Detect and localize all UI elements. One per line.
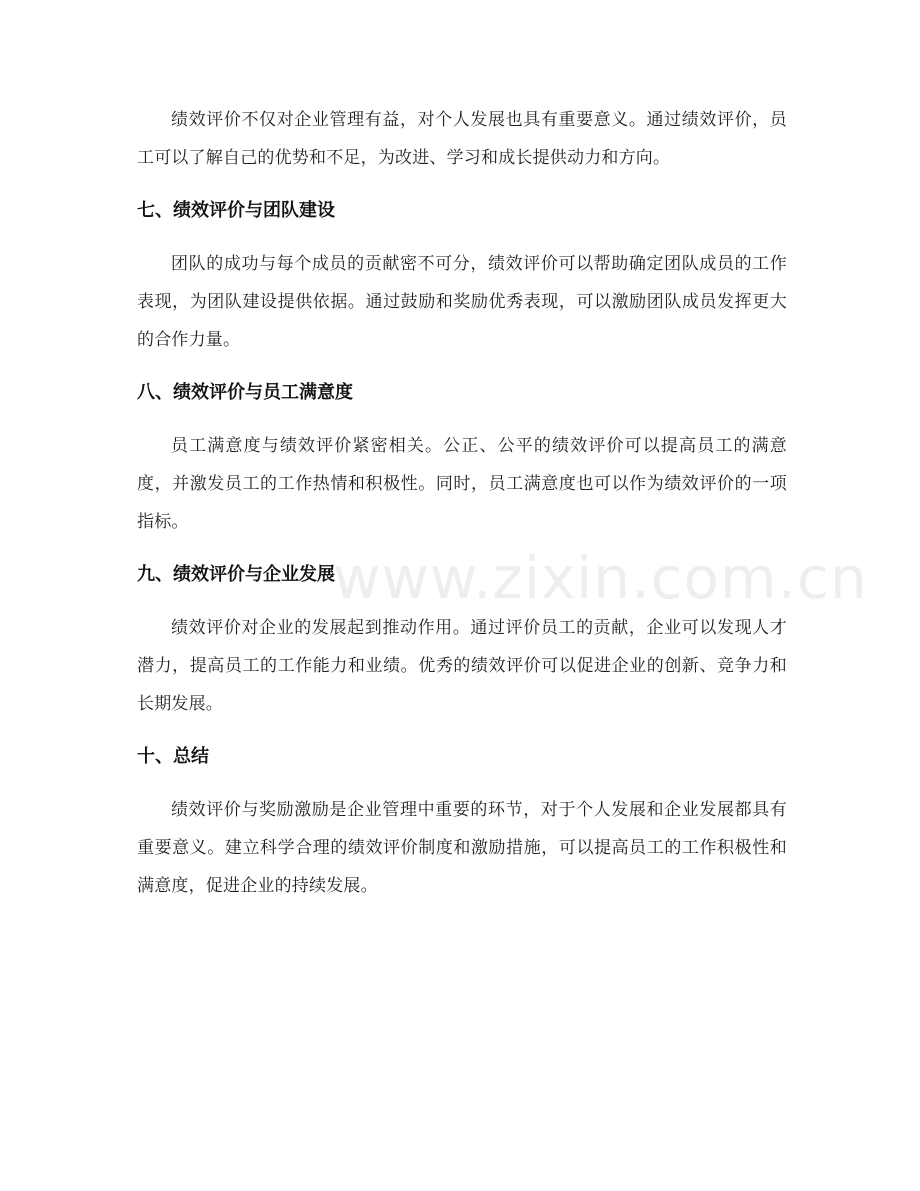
section-heading: 八、绩效评价与员工满意度 [137,382,353,403]
section-enterprise-development [137,561,787,723]
section-heading: 十、总结 [137,746,209,767]
section-heading: 七、绩效评价与团队建设 [137,200,335,221]
section-team-building [137,197,787,359]
section-summary [137,743,787,905]
intro-paragraph: 绩效评价不仅对企业管理有益，对个人发展也具有重要意义。通过绩效评价，员工可以了解自己的优势和不足，为改进、学习和成长提供动力和方向。 [137,110,787,168]
section-paragraph: 绩效评价与奖励激励是企业管理中重要的环节，对于个人发展和企业发展都具有重要意义。建立科学合理的绩效评价制度和激励措施，可以提高员工的工作积极性和满意度，促进企业的持续发展。 [137,800,787,896]
section-paragraph: 绩效评价对企业的发展起到推动作用。通过评价员工的贡献，企业可以发现人才潜力，提高员工的工作能力和业绩。优秀的绩效评价可以促进企业的创新、竞争力和长期发展。 [137,618,787,714]
watermark: www.zixin.com.cn [333,544,868,612]
section-paragraph: 员工满意度与绩效评价紧密相关。公正、公平的绩效评价可以提高员工的满意度，并激发员工的工作热情和积极性。同时，员工满意度也可以作为绩效评价的一项指标。 [137,436,787,532]
section-paragraph: 团队的成功与每个成员的贡献密不可分，绩效评价可以帮助确定团队成员的工作表现，为团队建设提供依据。通过鼓励和奖励优秀表现，可以激励团队成员发挥更大的合作力量。 [137,254,787,350]
section-heading: 九、绩效评价与企业发展 [137,564,335,585]
document-body [137,101,787,905]
section-employee-satisfaction [137,379,787,541]
